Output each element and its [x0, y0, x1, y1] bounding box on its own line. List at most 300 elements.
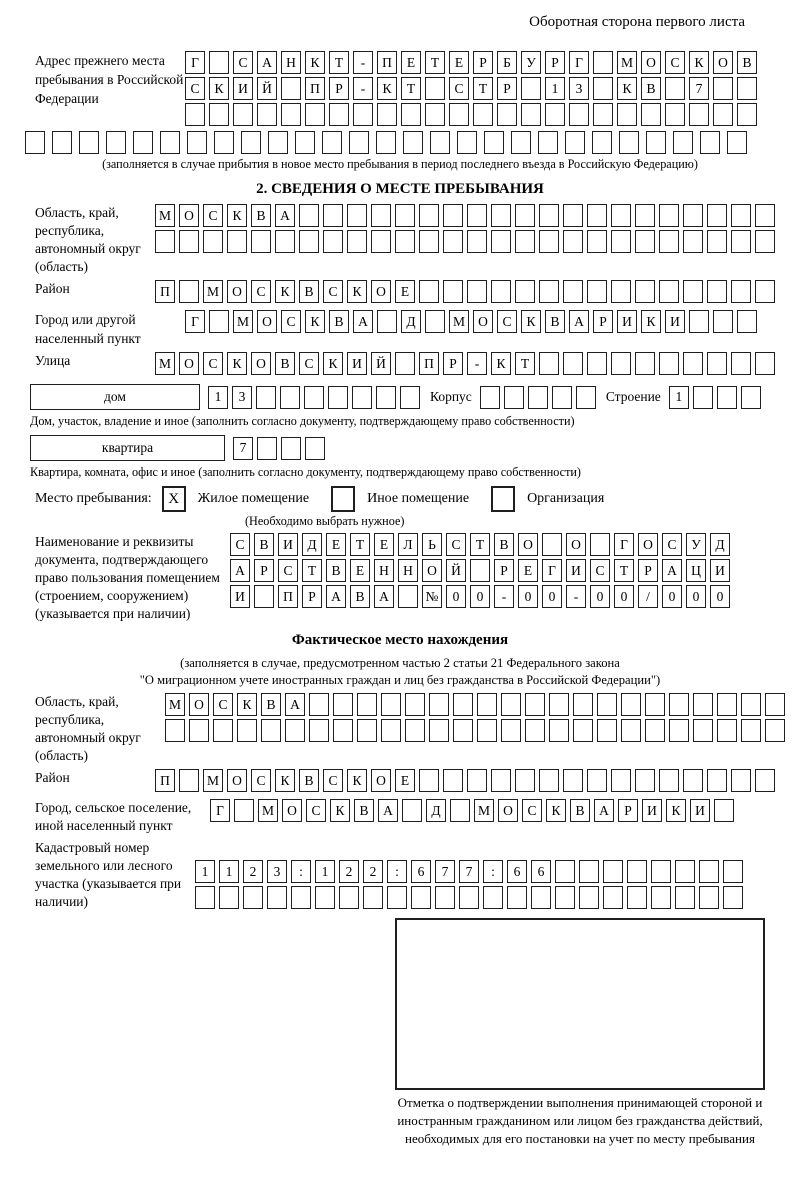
char-cell — [429, 693, 449, 716]
char-cell: С — [449, 77, 469, 100]
char-cell: Р — [497, 77, 517, 100]
char-cell: 3 — [267, 860, 287, 883]
district-row — [155, 280, 779, 303]
char-cell — [106, 131, 126, 154]
char-cell — [707, 204, 727, 227]
char-cell — [457, 131, 477, 154]
document-block — [35, 533, 800, 623]
char-cell: : — [387, 860, 407, 883]
char-cell: 0 — [662, 585, 682, 608]
char-cell: В — [299, 769, 319, 792]
char-cell: И — [278, 533, 298, 556]
document-row-3 — [230, 585, 734, 608]
actual-city-block — [35, 799, 800, 835]
char-cell — [627, 860, 647, 883]
korpus-label: Корпус — [430, 389, 472, 404]
char-cell — [675, 860, 695, 883]
char-cell: И — [233, 77, 253, 100]
region-block — [35, 204, 800, 276]
house-number-cells — [208, 386, 424, 409]
char-cell: 1 — [669, 386, 689, 409]
char-cell — [539, 352, 559, 375]
actual-district-block — [35, 769, 800, 795]
char-cell — [371, 230, 391, 253]
char-cell: О — [179, 204, 199, 227]
char-cell: Р — [593, 310, 613, 333]
char-cell: Е — [518, 559, 538, 582]
char-cell — [504, 386, 524, 409]
char-cell: Р — [443, 352, 463, 375]
char-cell — [563, 769, 583, 792]
char-cell: 7 — [435, 860, 455, 883]
char-cell — [659, 352, 679, 375]
char-cell: К — [227, 204, 247, 227]
char-cell: П — [155, 769, 175, 792]
stay-type-checkbox-residential[interactable] — [162, 486, 186, 512]
char-cell — [501, 719, 521, 742]
char-cell — [402, 799, 422, 822]
char-cell — [491, 204, 511, 227]
char-cell: 0 — [542, 585, 562, 608]
char-cell: П — [377, 51, 397, 74]
char-cell: 6 — [531, 860, 551, 883]
char-cell: Р — [545, 51, 565, 74]
stroenie-label: Строение — [605, 389, 661, 404]
apartment-block — [30, 435, 800, 461]
char-cell — [741, 693, 761, 716]
char-cell — [563, 352, 583, 375]
char-cell — [545, 103, 565, 126]
char-cell — [611, 352, 631, 375]
char-cell — [227, 230, 247, 253]
char-cell — [353, 103, 373, 126]
char-cell — [593, 103, 613, 126]
char-cell — [659, 230, 679, 253]
char-cell: О — [179, 352, 199, 375]
char-cell: О — [498, 799, 518, 822]
char-cell: М — [474, 799, 494, 822]
char-cell — [450, 799, 470, 822]
char-cell: О — [422, 559, 442, 582]
char-cell — [443, 230, 463, 253]
char-cell — [569, 103, 589, 126]
char-cell — [491, 769, 511, 792]
street-block — [35, 352, 800, 378]
char-cell: 3 — [232, 386, 252, 409]
stay-type-option-other: Иное помещение — [367, 491, 470, 506]
char-cell: К — [641, 310, 661, 333]
char-cell — [484, 131, 504, 154]
char-cell — [683, 769, 703, 792]
char-cell: С — [665, 51, 685, 74]
char-cell: 0 — [470, 585, 490, 608]
char-cell: С — [281, 310, 301, 333]
char-cell — [497, 103, 517, 126]
char-cell — [165, 719, 185, 742]
confirmation-caption: Отметка о подтверждении выполнения принимающей стороной и иностранным гражданином или лицом без гражданства действий, необходимых для его постановки на учет по месту пребывания — [397, 1095, 763, 1146]
char-cell: 7 — [233, 437, 253, 460]
char-cell — [665, 103, 685, 126]
char-cell — [587, 204, 607, 227]
city-label: Город или другой населенный пункт — [35, 312, 141, 346]
char-cell — [593, 51, 613, 74]
char-cell — [727, 131, 747, 154]
document-row-1 — [230, 533, 734, 556]
city-block — [35, 310, 800, 348]
char-cell: К — [347, 769, 367, 792]
char-cell — [304, 386, 324, 409]
char-cell: Т — [515, 352, 535, 375]
char-cell — [737, 77, 757, 100]
char-cell — [299, 230, 319, 253]
char-cell — [659, 280, 679, 303]
char-cell — [693, 386, 713, 409]
char-cell — [683, 230, 703, 253]
char-cell — [597, 693, 617, 716]
char-cell — [565, 131, 585, 154]
char-cell: С — [203, 352, 223, 375]
char-cell — [531, 886, 551, 909]
char-cell: Е — [374, 533, 394, 556]
previous-address-row-4 — [25, 131, 800, 154]
char-cell — [717, 719, 737, 742]
char-cell: Е — [449, 51, 469, 74]
house-block — [30, 384, 800, 410]
char-cell: Г — [569, 51, 589, 74]
char-cell: П — [419, 352, 439, 375]
char-cell: О — [371, 280, 391, 303]
char-cell — [189, 719, 209, 742]
char-cell — [237, 719, 257, 742]
previous-address-row-3 — [185, 103, 761, 126]
char-cell — [251, 230, 271, 253]
char-cell — [689, 310, 709, 333]
char-cell: Г — [542, 559, 562, 582]
char-cell — [645, 693, 665, 716]
house-type-box — [30, 384, 200, 410]
char-cell — [683, 352, 703, 375]
char-cell: В — [254, 533, 274, 556]
char-cell — [233, 103, 253, 126]
char-cell: И — [347, 352, 367, 375]
char-cell — [333, 693, 353, 716]
char-cell: А — [326, 585, 346, 608]
char-cell — [587, 352, 607, 375]
char-cell: К — [377, 77, 397, 100]
char-cell: Р — [494, 559, 514, 582]
section2-title: 2. СВЕДЕНИЯ О МЕСТЕ ПРЕБЫВАНИЯ — [256, 181, 544, 197]
char-cell: О — [282, 799, 302, 822]
char-cell — [275, 230, 295, 253]
char-cell: Е — [350, 559, 370, 582]
char-cell: И — [710, 559, 730, 582]
char-cell — [731, 280, 751, 303]
stay-type-option-residential: Жилое помещение — [197, 491, 310, 506]
char-cell — [387, 886, 407, 909]
char-cell: Е — [395, 769, 415, 792]
char-cell — [611, 280, 631, 303]
actual-city-label: Город, сельское поселение, иной населенный пункт — [35, 800, 192, 833]
char-cell — [281, 437, 301, 460]
char-cell: В — [251, 204, 271, 227]
char-cell — [515, 230, 535, 253]
char-cell — [453, 693, 473, 716]
char-cell: С — [662, 533, 682, 556]
char-cell: В — [494, 533, 514, 556]
char-cell: 1 — [208, 386, 228, 409]
char-cell — [731, 230, 751, 253]
char-cell — [714, 799, 734, 822]
char-cell — [563, 280, 583, 303]
cadastral-row-1 — [195, 860, 747, 883]
char-cell — [737, 310, 757, 333]
char-cell: 1 — [195, 860, 215, 883]
char-cell — [538, 131, 558, 154]
char-cell — [563, 204, 583, 227]
char-cell: В — [354, 799, 374, 822]
char-cell: М — [233, 310, 253, 333]
char-cell — [371, 204, 391, 227]
char-cell: К — [546, 799, 566, 822]
char-cell — [299, 204, 319, 227]
char-cell — [593, 77, 613, 100]
char-cell — [635, 230, 655, 253]
char-cell — [467, 204, 487, 227]
char-cell: О — [227, 280, 247, 303]
char-cell — [376, 386, 396, 409]
char-cell: 6 — [411, 860, 431, 883]
stay-type-label: Место пребывания: — [35, 491, 152, 506]
char-cell — [552, 386, 572, 409]
char-cell: О — [641, 51, 661, 74]
stay-type-option-organization: Организация — [527, 491, 605, 506]
char-cell — [699, 860, 719, 883]
char-cell — [675, 886, 695, 909]
char-cell: К — [666, 799, 686, 822]
char-cell — [322, 131, 342, 154]
char-cell — [621, 719, 641, 742]
char-cell — [52, 131, 72, 154]
char-cell: Т — [329, 51, 349, 74]
char-cell: А — [378, 799, 398, 822]
char-cell: К — [209, 77, 229, 100]
char-cell — [611, 204, 631, 227]
char-cell: 2 — [339, 860, 359, 883]
char-cell — [254, 585, 274, 608]
char-cell: С — [230, 533, 250, 556]
char-cell: № — [422, 585, 442, 608]
char-cell — [467, 280, 487, 303]
char-cell — [467, 230, 487, 253]
char-cell: К — [305, 310, 325, 333]
char-cell: В — [329, 310, 349, 333]
char-cell — [435, 886, 455, 909]
char-cell: А — [285, 693, 305, 716]
char-cell: О — [713, 51, 733, 74]
char-cell — [234, 799, 254, 822]
char-cell: К — [275, 769, 295, 792]
char-cell: С — [590, 559, 610, 582]
char-cell: У — [686, 533, 706, 556]
char-cell — [693, 693, 713, 716]
char-cell — [453, 719, 473, 742]
char-cell: А — [374, 585, 394, 608]
char-cell — [755, 769, 775, 792]
char-cell: К — [521, 310, 541, 333]
char-cell: И — [690, 799, 710, 822]
char-cell: И — [230, 585, 250, 608]
char-cell — [713, 310, 733, 333]
char-cell: Г — [185, 310, 205, 333]
char-cell — [539, 769, 559, 792]
char-cell: Й — [371, 352, 391, 375]
char-cell: И — [617, 310, 637, 333]
char-cell: С — [251, 769, 271, 792]
char-cell — [419, 769, 439, 792]
char-cell: О — [251, 352, 271, 375]
char-cell — [179, 769, 199, 792]
char-cell: С — [522, 799, 542, 822]
char-cell: О — [371, 769, 391, 792]
char-cell — [765, 693, 785, 716]
char-cell — [755, 204, 775, 227]
char-cell — [713, 103, 733, 126]
stay-type-checkbox-organization[interactable] — [491, 486, 515, 512]
char-cell — [459, 886, 479, 909]
char-cell — [693, 719, 713, 742]
char-cell — [731, 204, 751, 227]
char-cell — [683, 280, 703, 303]
char-cell: М — [449, 310, 469, 333]
char-cell — [651, 860, 671, 883]
char-cell — [587, 280, 607, 303]
stroenie-cells — [669, 386, 765, 409]
actual-region-block — [35, 693, 800, 765]
char-cell — [592, 131, 612, 154]
char-cell — [528, 386, 548, 409]
char-cell — [563, 230, 583, 253]
char-cell — [737, 103, 757, 126]
char-cell — [731, 769, 751, 792]
char-cell: К — [617, 77, 637, 100]
char-cell — [673, 131, 693, 154]
char-cell — [603, 860, 623, 883]
char-cell — [443, 204, 463, 227]
char-cell: Д — [710, 533, 730, 556]
char-cell — [357, 693, 377, 716]
char-cell: А — [230, 559, 250, 582]
char-cell: 7 — [459, 860, 479, 883]
char-cell — [576, 386, 596, 409]
char-cell: У — [521, 51, 541, 74]
char-cell: - — [353, 77, 373, 100]
char-cell — [443, 280, 463, 303]
char-cell — [507, 886, 527, 909]
char-cell: - — [566, 585, 586, 608]
char-cell: О — [473, 310, 493, 333]
char-cell — [515, 280, 535, 303]
char-cell — [659, 204, 679, 227]
char-cell — [555, 860, 575, 883]
char-cell: - — [467, 352, 487, 375]
char-cell — [579, 886, 599, 909]
char-cell: В — [326, 559, 346, 582]
char-cell — [480, 386, 500, 409]
char-cell: О — [638, 533, 658, 556]
char-cell — [755, 280, 775, 303]
char-cell — [539, 230, 559, 253]
char-cell — [133, 131, 153, 154]
char-cell — [611, 769, 631, 792]
char-cell — [635, 280, 655, 303]
char-cell: В — [275, 352, 295, 375]
char-cell — [214, 131, 234, 154]
char-cell — [477, 719, 497, 742]
char-cell: К — [689, 51, 709, 74]
region-row-1 — [155, 204, 779, 227]
char-cell — [573, 719, 593, 742]
char-cell — [621, 693, 641, 716]
char-cell: В — [299, 280, 319, 303]
char-cell — [646, 131, 666, 154]
char-cell — [261, 719, 281, 742]
char-cell — [587, 769, 607, 792]
char-cell: И — [665, 310, 685, 333]
district-label: Район — [35, 281, 70, 296]
char-cell: 0 — [518, 585, 538, 608]
house-caption: Дом, участок, владение и иное (заполнить согласно документу, подтверждающему право собственности) — [30, 414, 575, 428]
char-cell: 1 — [219, 860, 239, 883]
char-cell: М — [155, 204, 175, 227]
char-cell: 0 — [446, 585, 466, 608]
char-cell — [349, 131, 369, 154]
char-cell — [723, 886, 743, 909]
char-cell: О — [257, 310, 277, 333]
char-cell — [525, 719, 545, 742]
char-cell: 1 — [545, 77, 565, 100]
stay-type-checkbox-other[interactable] — [331, 486, 355, 512]
char-cell: / — [638, 585, 658, 608]
char-cell: - — [494, 585, 514, 608]
char-cell: Т — [473, 77, 493, 100]
char-cell — [256, 386, 276, 409]
char-cell — [347, 230, 367, 253]
char-cell — [419, 230, 439, 253]
apartment-type-box — [30, 435, 225, 461]
char-cell: А — [662, 559, 682, 582]
char-cell — [669, 719, 689, 742]
actual-district-label: Район — [35, 770, 70, 785]
char-cell: С — [323, 769, 343, 792]
char-cell: Р — [254, 559, 274, 582]
char-cell — [241, 131, 261, 154]
char-cell: 0 — [590, 585, 610, 608]
char-cell — [377, 310, 397, 333]
char-cell: Р — [302, 585, 322, 608]
actual-location-title: Фактическое место нахождения — [291, 632, 509, 648]
char-cell — [363, 886, 383, 909]
char-cell: И — [642, 799, 662, 822]
char-cell — [549, 693, 569, 716]
char-cell — [377, 103, 397, 126]
char-cell — [395, 230, 415, 253]
char-cell — [329, 103, 349, 126]
char-cell — [309, 719, 329, 742]
char-cell — [376, 131, 396, 154]
char-cell — [587, 230, 607, 253]
char-cell — [635, 769, 655, 792]
char-cell — [627, 886, 647, 909]
